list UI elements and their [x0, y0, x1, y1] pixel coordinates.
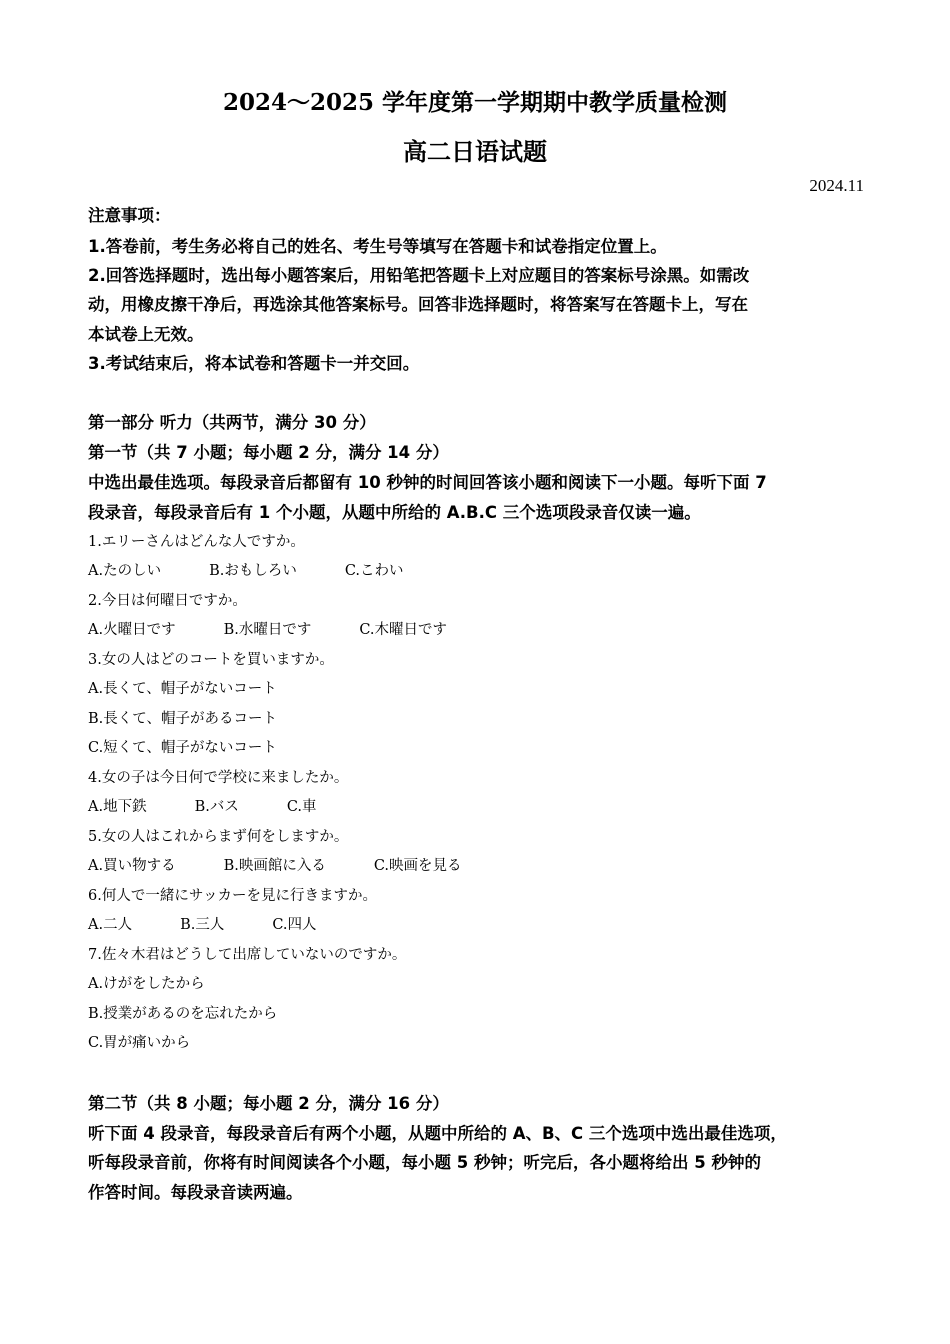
options-row	[88, 621, 447, 639]
option: C.短くて、帽子がないコート	[88, 740, 277, 756]
option: B.三人	[180, 917, 225, 933]
options-row	[88, 798, 317, 816]
option: B.おもしろい	[209, 563, 297, 579]
section2-instruction: 听下面 4 段录音，每段录音后有两个小题，从题中所给的 A、B、C 三个选项中选出最佳选项，	[88, 1124, 787, 1143]
option: C.胃が痛いから	[88, 1035, 191, 1051]
option: A.二人	[88, 917, 133, 933]
notice-line: 1.答卷前，考生务必将自己的姓名、考生号等填写在答题卡和试卷指定位置上。	[88, 237, 667, 256]
option: A.地下鉄	[88, 799, 147, 815]
option: A.けがをしたから	[88, 976, 205, 992]
question-text: 5.女の人はこれからまず何をしますか。	[88, 829, 349, 845]
section1-instruction: 中选出最佳选项。每段录音后都留有 10 秒钟的时间回答该小题和阅读下一小题。每听下面 7	[88, 473, 767, 492]
notice-line: 动，用橡皮擦干净后，再选涂其他答案标号。回答非选择题时，将答案写在答题卡上，写在	[88, 295, 748, 314]
option: C.車	[286, 799, 317, 815]
options-row	[88, 562, 404, 580]
option: B.長くて、帽子があるコート	[88, 711, 277, 727]
option: B.水曜日です	[223, 622, 312, 638]
exam-title: 2024～2025 学年度第一学期期中教学质量检测	[222, 89, 728, 116]
option: B.バス	[194, 799, 239, 815]
question-text: 6.何人で一緒にサッカーを見に行きますか。	[88, 888, 378, 904]
exam-date: 2024.11	[809, 176, 864, 195]
option: A.買い物する	[88, 858, 176, 874]
question-text: 1.エリーさんはどんな人ですか。	[88, 534, 305, 550]
option: B.授業があるのを忘れたから	[88, 1006, 278, 1022]
option: C.こわい	[344, 563, 404, 579]
question-text: 3.女の人はどのコートを買いますか。	[88, 652, 334, 668]
notice-line: 2.回答选择题时，选出每小题答案后，用铅笔把答题卡上对应题目的答案标号涂黑。如需改	[88, 266, 750, 285]
exam-subtitle: 高二日语试题	[403, 137, 547, 166]
part1-heading: 第一部分 听力（共两节，满分 30 分）	[88, 413, 376, 432]
option: C.映画を見る	[373, 858, 462, 874]
option: C.四人	[272, 917, 317, 933]
option: C.木曜日です	[359, 622, 448, 638]
section2-instruction: 作答时间。每段录音读两遍。	[88, 1183, 303, 1202]
options-row	[88, 857, 462, 875]
question-text: 7.佐々木君はどうして出席していないのですか。	[88, 947, 407, 963]
option: A.たのしい	[88, 563, 162, 579]
option: A.長くて、帽子がないコート	[88, 681, 277, 697]
question-text: 4.女の子は今日何で学校に来ましたか。	[88, 770, 349, 786]
section1-instruction: 段录音，每段录音后有 1 个小题，从题中所给的 A.B.C 三个选项段录音仅读一遍。	[88, 503, 701, 522]
notice-line: 3.考试结束后，将本试卷和答题卡一并交回。	[88, 354, 420, 373]
option: B.映画館に入る	[223, 858, 326, 874]
section1-heading: 第一节（共 7 小题；每小题 2 分，满分 14 分）	[88, 443, 449, 462]
option: A.火曜日です	[88, 622, 176, 638]
section2-heading: 第二节（共 8 小题；每小题 2 分，满分 16 分）	[88, 1094, 449, 1113]
notice-line: 本试卷上无效。	[88, 325, 204, 344]
section2-instruction: 听每段录音前，你将有时间阅读各个小题，每小题 5 秒钟；听完后，各小题将给出 5 秒钟的	[88, 1153, 761, 1172]
question-text: 2.今日は何曜日ですか。	[88, 593, 247, 609]
notice-heading: 注意事项：	[88, 206, 171, 225]
options-row	[88, 916, 317, 934]
